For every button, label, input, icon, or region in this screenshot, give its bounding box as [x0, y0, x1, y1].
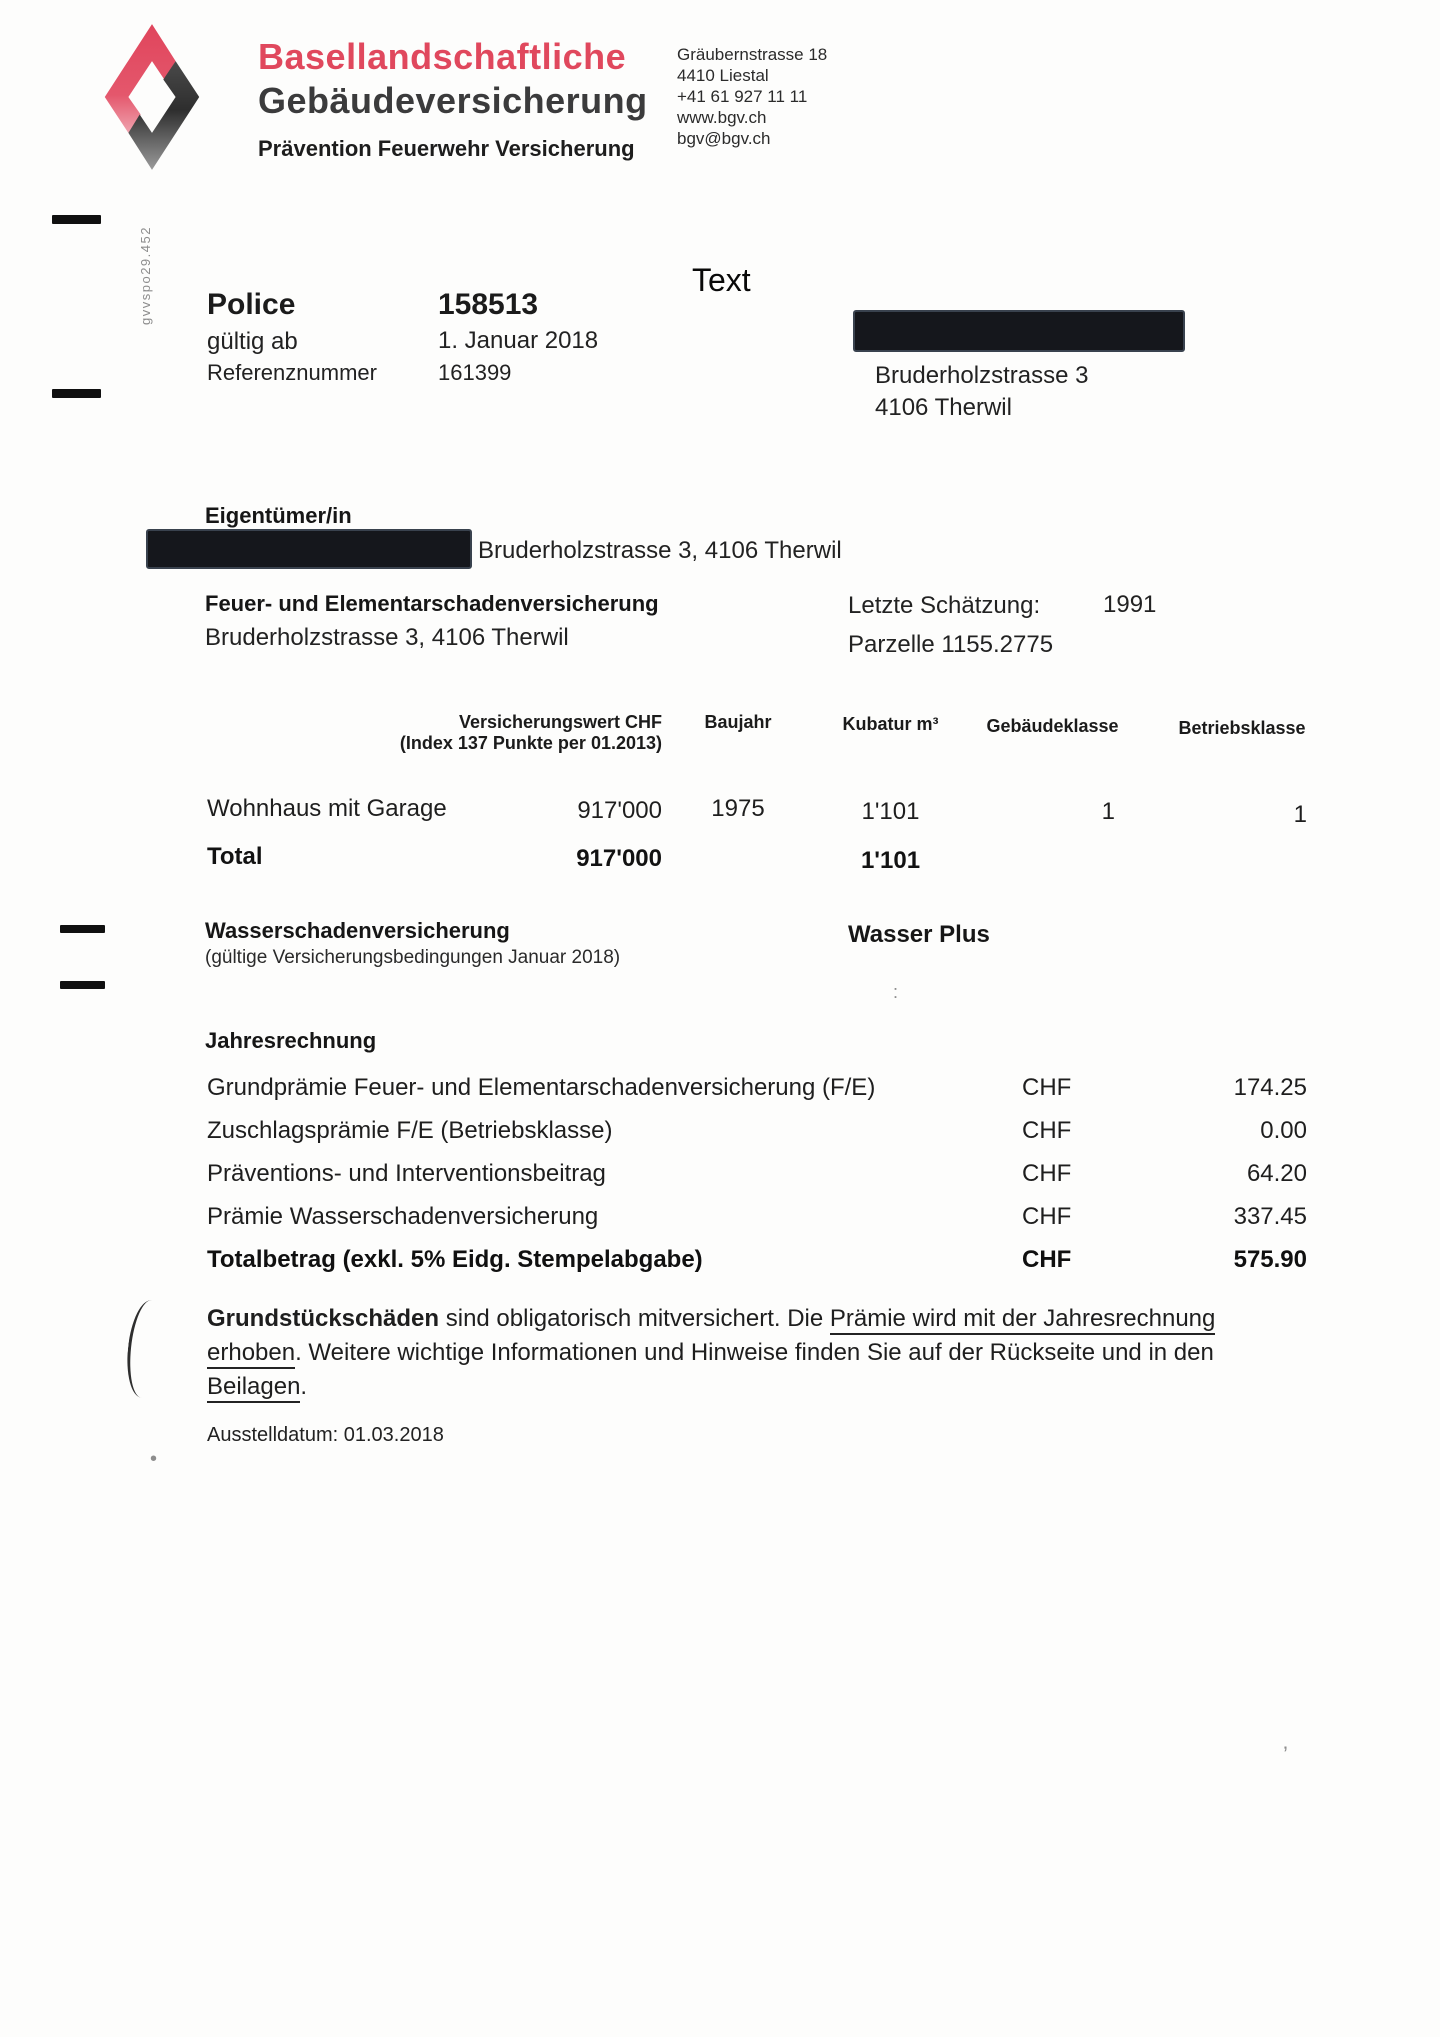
building-total-cubature: 1'101: [860, 847, 921, 874]
contact-city: 4410 Liestal: [677, 66, 769, 85]
col-header-year: Baujahr: [704, 712, 772, 732]
contact-block: [677, 44, 827, 149]
parcel-number: Parzelle 1155.2775: [848, 631, 1054, 658]
col-header-business-class: Betriebsklasse: [1178, 718, 1306, 738]
contact-website: www.bgv.ch: [677, 108, 767, 127]
currency-label: CHF: [1022, 1203, 1072, 1230]
invoice-label: Grundprämie Feuer- und Elementarschadenversicherung (F/E): [207, 1074, 876, 1101]
invoice-label: Zuschlagsprämie F/E (Betriebsklasse): [207, 1117, 613, 1144]
bgv-logo-icon: [100, 20, 204, 179]
contact-phone: +41 61 927 11 11: [677, 87, 808, 106]
invoice-label: Präventions- und Interventionsbeitrag: [207, 1160, 606, 1187]
amount-value: 64.20: [1246, 1160, 1307, 1187]
scan-artifact-speck: ’: [1283, 1742, 1288, 1767]
scan-artifact-mark: :: [893, 982, 899, 1002]
amount-value: 337.45: [1233, 1203, 1307, 1230]
building-total-label: Total: [207, 843, 263, 870]
currency-label: CHF: [1022, 1074, 1072, 1101]
reference-label: Referenznummer: [207, 360, 377, 385]
contact-email: bgv@bgv.ch: [677, 129, 771, 148]
invoice-total-row: [207, 1246, 1307, 1289]
insurance-title: Feuer- und Elementarschadenversicherung: [205, 591, 659, 616]
contact-street: Gräubernstrasse 18: [677, 45, 828, 64]
brand-block: [258, 36, 648, 162]
invoice-total-label: Totalbetrag (exkl. 5% Eidg. Stempelabgabe): [207, 1246, 703, 1273]
currency-label: CHF: [1022, 1160, 1072, 1187]
building-row-business-class: 1: [1293, 801, 1307, 828]
redaction-box-owner-name: [146, 529, 472, 569]
currency-label: CHF: [1022, 1246, 1072, 1273]
col-header-cubature: Kubatur m³: [842, 714, 939, 734]
registration-mark: [60, 981, 105, 989]
footer-note-keyword: Grundstückschäden: [207, 1305, 440, 1332]
invoice-row: [207, 1074, 1307, 1117]
registration-mark: [52, 389, 101, 398]
registration-mark: [52, 215, 101, 224]
owner-address: Bruderholzstrasse 3, 4106 Therwil: [478, 537, 842, 564]
water-plan-name: Wasser Plus: [848, 921, 990, 948]
brand-name-line1: Basellandschaftliche: [258, 36, 627, 77]
invoice-label: Prämie Wasserschadenversicherung: [207, 1203, 599, 1230]
pen-mark-curve: [123, 1298, 170, 1399]
amount-value: 0.00: [1260, 1117, 1307, 1144]
building-row-value: 917'000: [577, 797, 662, 824]
invoice-row: [207, 1117, 1307, 1160]
amount-value: 174.25: [1233, 1074, 1307, 1101]
invoice-table: [207, 1074, 1307, 1289]
police-label: Police: [207, 288, 296, 321]
currency-label: CHF: [1022, 1117, 1072, 1144]
police-number: 158513: [438, 288, 539, 321]
water-insurance-subtitle: (gültige Versicherungsbedingungen Januar 2018): [205, 947, 621, 968]
text-annotation: Text: [692, 262, 751, 298]
pen-underlined-text: Beilagen: [207, 1373, 300, 1403]
scan-artifact-dot: •: [150, 1448, 158, 1470]
water-insurance-title: Wasserschadenversicherung: [205, 918, 510, 943]
owner-heading: Eigentümer/in: [205, 503, 352, 528]
registration-mark: [60, 925, 105, 933]
building-total-value: 917'000: [576, 845, 662, 872]
invoice-row: [207, 1203, 1307, 1246]
vertical-code: gvvspo29.452: [138, 226, 153, 325]
building-row-label: Wohnhaus mit Garage: [207, 795, 447, 822]
brand-tagline: Prävention Feuerwehr Versicherung: [258, 136, 635, 161]
invoice-row: [207, 1160, 1307, 1203]
pen-underlined-text: Prämie wird mit der Jahresrechnung: [830, 1305, 1216, 1335]
footer-note-line1: Grundstückschäden sind obligatorisch mitversichert. Die Prämie wird mit der Jahresrechnung: [207, 1302, 1242, 1336]
issue-date: Ausstelldatum: 01.03.2018: [207, 1424, 444, 1446]
valid-from-label: gültig ab: [207, 328, 298, 355]
col-header-building-class: Gebäudeklasse: [986, 716, 1119, 736]
estimate-label: Letzte Schätzung:: [848, 592, 1041, 619]
footer-note-line3: Beilagen.: [207, 1370, 1242, 1404]
footer-note: [207, 1302, 1242, 1404]
brand-name-line2: Gebäudeversicherung: [258, 80, 648, 121]
valid-from-value: 1. Januar 2018: [438, 327, 599, 354]
reference-value: 161399: [438, 360, 512, 385]
estimate-value: 1991: [1103, 591, 1157, 618]
recipient-street: Bruderholzstrasse 3: [875, 362, 1089, 389]
insurance-address: Bruderholzstrasse 3, 4106 Therwil: [205, 624, 569, 651]
col-header-insured-value: Versicherungswert CHF (Index 137 Punkte per 01.2013): [399, 712, 662, 753]
building-row-year: 1975: [711, 795, 765, 822]
redaction-box-recipient-name: [853, 310, 1185, 352]
invoice-heading: Jahresrechnung: [205, 1028, 377, 1053]
footer-note-line2: erhoben. Weitere wichtige Informationen und Hinweise finden Sie auf der Rückseite und in den: [207, 1336, 1242, 1370]
invoice-total-amount: 575.90: [1233, 1246, 1307, 1273]
pen-underlined-text: erhoben: [207, 1339, 295, 1369]
recipient-city: 4106 Therwil: [875, 394, 1012, 421]
building-row-building-class: 1: [1101, 798, 1115, 825]
building-row-cubature: 1'101: [861, 798, 920, 825]
